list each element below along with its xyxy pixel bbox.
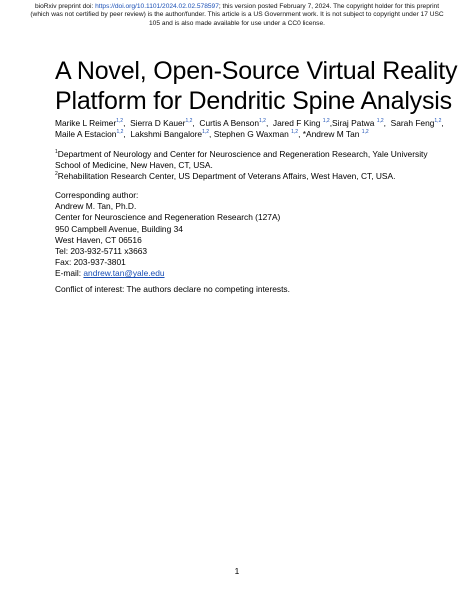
author-name: Marike L Reimer [55,118,117,128]
email-link[interactable]: andrew.tan@yale.edu [83,268,165,279]
corresponding-center: Center for Neuroscience and Regeneration Research (127A) [55,212,281,223]
author-name: *Andrew M Tan [302,129,360,140]
corresponding-author [55,190,425,280]
author-name: Sarah Feng [390,118,435,128]
author-affiliation-link[interactable]: 1,2 [322,118,330,125]
doi-link[interactable]: https://doi.org/10.1101/2024.02.02.578597 [95,3,219,10]
author-list [55,118,444,140]
corresponding-email-line: E-mail: andrew.tan@yale.edu [55,268,165,279]
author-affiliation-link[interactable]: 1,2 [116,118,124,125]
author-line-2: Maile A Estacion$^{1,2}$, Lakshmi Bangalore$^{1,2}$, Stephen G Waxman $^{1,2}$, *Andrew M Tan $^{1,2}$ [55,129,369,140]
header-line-1: bioRxiv preprint doi: https://doi.org/10.1101/2024.02.02.578597; this version posted February 7, 2024. The copyright holder for this preprint [34,3,440,10]
author-name: Stephen G Waxman [213,129,289,140]
preprint-header [0,3,474,28]
author-name: Jared F King [272,118,321,128]
header-line-3: 105 and is also made available for use under a CC0 license. [149,19,325,27]
author-affiliation-link[interactable]: 1,2 [291,129,299,136]
header-line-2: (which was not certified by peer review) is the author/funder. This article is a US Government work. It is not subject to copyright under 17 USC [30,11,444,19]
author-affiliation-link[interactable]: 1,2 [258,118,266,125]
author-affiliation-link[interactable]: 1,2 [376,118,384,125]
affiliation-2: $^2$Rehabilitation Research Center, US Department of Veterans Affairs, West Haven, CT, USA. [55,171,396,182]
affiliation-1-line-2: School of Medicine, New Haven, CT, USA. [55,160,213,171]
author-name: Curtis A Benson [199,118,259,128]
title-line-1: A Novel, Open-Source Virtual Reality [55,57,458,85]
author-affiliation-link[interactable]: 1,2 [361,129,369,136]
affiliations [55,149,428,183]
author-name: Sierra D Kauer [130,118,186,128]
page-number: 1 [234,566,240,576]
corresponding-fax: Fax: 203-937-3801 [55,257,126,268]
author-line-1: Marike L Reimer$^{1,2}$, Sierra D Kauer$^{1,2}$, Curtis A Benson$^{1,2}$, Jared F King $^{1,2}$,Siraj Patwa $^{1,2}$, Sarah Feng$^{1,2}$, [55,118,444,128]
author-name: Lakshmi Bangalore [130,129,203,140]
author-affiliation-link[interactable]: 1,2 [202,129,210,136]
affiliation-1-line-1: $^1$Department of Neurology and Center for Neuroscience and Regeneration Research, Yale University [55,149,428,159]
author-affiliation-link[interactable]: 1,2 [434,118,442,125]
corresponding-heading: Corresponding author: [55,190,139,200]
corresponding-street: 950 Campbell Avenue, Building 34 [55,223,183,234]
paper-title [55,56,458,116]
author-name: Maile A Estacion [55,129,117,140]
conflict-of-interest: Conflict of interest: The authors declare no competing interests. [55,284,290,294]
author-affiliation-link[interactable]: 1,2 [116,129,124,136]
corresponding-name: Andrew M. Tan, Ph.D. [55,201,137,212]
author-affiliation-link[interactable]: 1,2 [185,118,193,125]
author-name: Siraj Patwa [332,118,375,128]
corresponding-tel: Tel: 203-932-5711 x3663 [55,246,148,257]
title-line-2: Platform for Dendritic Spine Analysis [55,87,452,115]
corresponding-city: West Haven, CT 06516 [55,234,142,245]
